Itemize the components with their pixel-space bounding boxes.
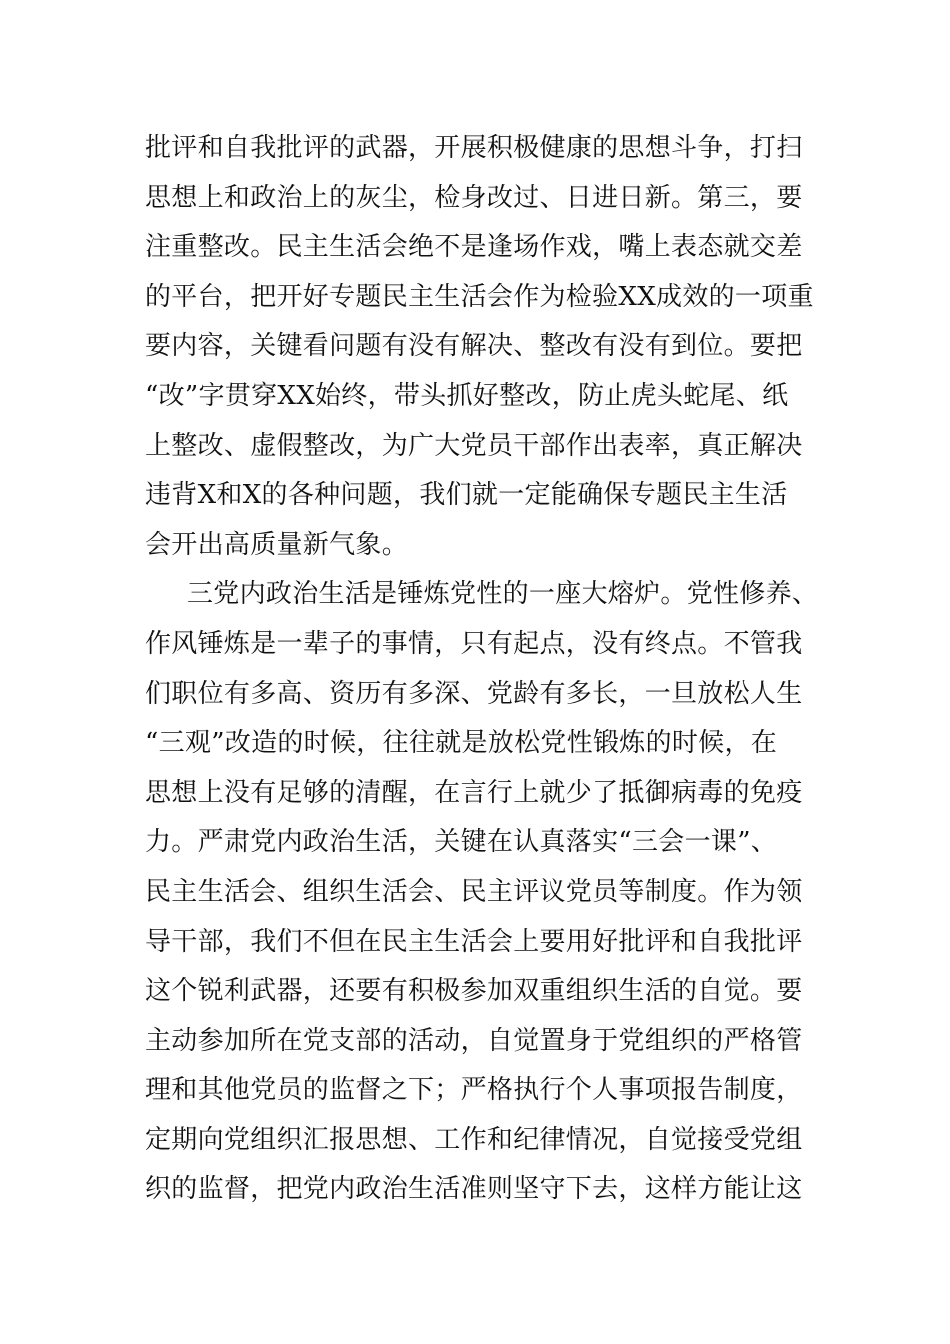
- paragraph-2: [145, 570, 819, 1215]
- paragraph-line: 作风锤炼是一辈子的事情，只有起点，没有终点。不管我: [145, 628, 803, 659]
- paragraph-line: 要内容，关键看问题有没有解决、整改有没有到位。要把: [145, 331, 803, 362]
- paragraph-line: 力。严肃党内政治生活，关键在认真落实“三会一课”、: [145, 827, 778, 858]
- paragraph-line: 民主生活会、组织生活会、民主评议党员等制度。作为领: [145, 876, 803, 907]
- paragraph-line: 定期向党组织汇报思想、工作和纪律情况，自觉接受党组: [145, 1124, 803, 1155]
- paragraph-line: 违背X和X的各种问题，我们就一定能确保专题民主生活: [145, 480, 788, 511]
- paragraph-1: [145, 124, 815, 570]
- paragraph-line: 上整改、虚假整改，为广大党员干部作出表率，真正解决: [145, 430, 803, 461]
- paragraph-line: 织的监督，把党内政治生活准则坚守下去，这样方能让这: [145, 1174, 803, 1205]
- paragraph-line: “三观”改造的时候，往往就是放松党性锻炼的时候，在: [145, 728, 778, 759]
- paragraph-line: 这个锐利武器，还要有积极参加双重组织生活的自觉。要: [145, 976, 803, 1007]
- paragraph-line: 会开出高质量新气象。: [145, 529, 409, 560]
- paragraph-line: 注重整改。民主生活会绝不是逢场作戏，嘴上表态就交差: [145, 232, 803, 263]
- paragraph-line: 导干部，我们不但在民主生活会上要用好批评和自我批评: [145, 926, 803, 957]
- paragraph-line: 思想上和政治上的灰尘，检身改过、日进日新。第三，要: [145, 182, 803, 213]
- paragraph-line: 批评和自我批评的武器，开展积极健康的思想斗争，打扫: [145, 133, 803, 163]
- paragraph-line: 主动参加所在党支部的活动，自觉置身于党组织的严格管: [145, 1025, 803, 1056]
- paragraph-line: 们职位有多高、资历有多深、党龄有多长，一旦放松人生: [145, 678, 803, 709]
- paragraph-line: 的平台，把开好专题民主生活会作为检验XX成效的一项重: [145, 281, 814, 312]
- paragraph-line: 三党内政治生活是锤炼党性的一座大熔炉。党性修养、: [187, 579, 819, 610]
- document-body: [145, 124, 819, 1215]
- paragraph-line: 理和其他党员的监督之下；严格执行个人事项报告制度，: [145, 1075, 803, 1106]
- paragraph-line: “改”字贯穿XX始终，带头抓好整改，防止虎头蛇尾、纸: [145, 380, 789, 411]
- paragraph-line: 思想上没有足够的清醒，在言行上就少了抵御病毒的免疫: [145, 777, 803, 808]
